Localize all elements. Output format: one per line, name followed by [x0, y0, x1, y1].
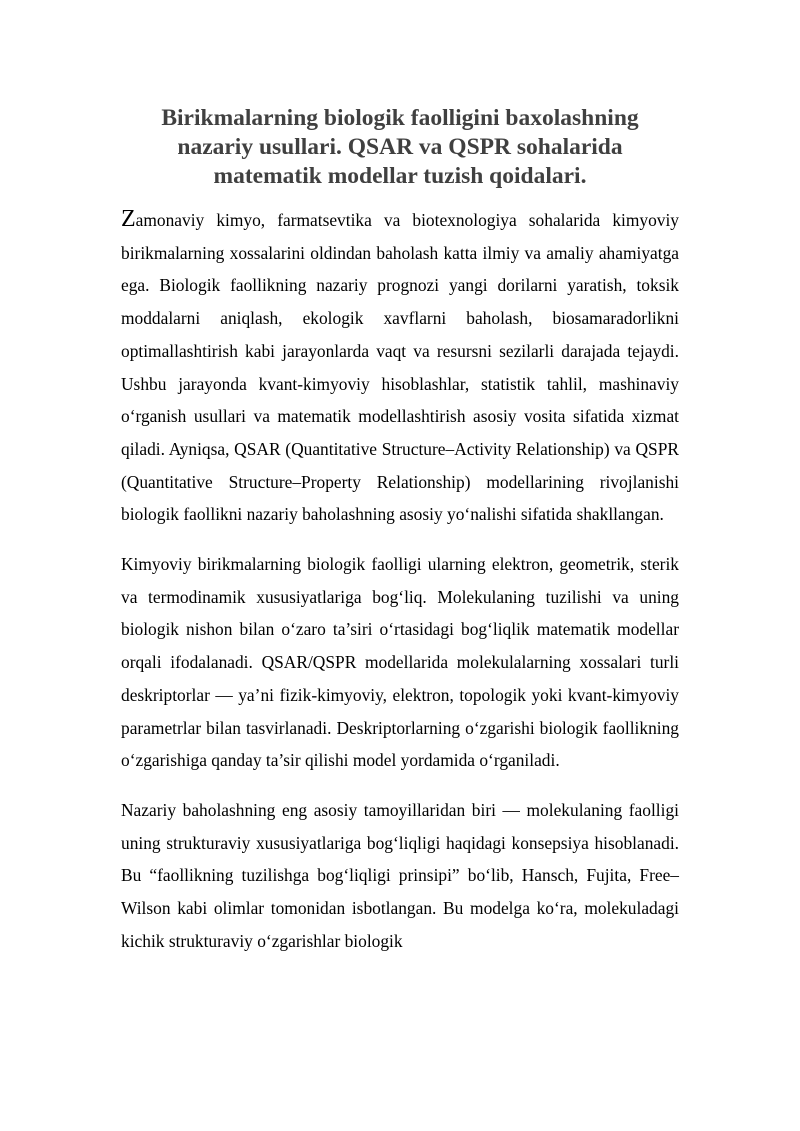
- document-title: Birikmalarning biologik faolligini baxolashning nazariy usullari. QSAR va QSPR sohalarida matematik modellar tuzish qoidalari.: [161, 105, 639, 189]
- paragraph-intro: [121, 204, 679, 531]
- document-page: [121, 104, 679, 957]
- paragraph-descriptors: Kimyoviy birikmalarning biologik faolligi ularning elektron, geometrik, sterik va termodinamik xususiyatlariga bog‘liq. Molekulaning tuzilishi va uning biologik nishon bilan o‘zaro ta’siri o‘rtasidagi bog‘liqlik matematik modellar orqali ifodalanadi. QSAR/QSPR modellarida molekulalarning xossalari turli deskriptorlar — ya’ni fizik-kimyoviy, elektron, topologik yoki kvant-kimyoviy parametrlar bilan tasvirlanadi. Deskriptorlarning o‘zgarishi biologik faollikning o‘zgarishiga qanday ta’sir qilishi model yordamida o‘rganiladi.: [121, 554, 679, 771]
- drop-cap-initial: Z: [121, 206, 136, 232]
- paragraph-intro-text: amonaviy kimyo, farmatsevtika va biotexnologiya sohalarida kimyoviy birikmalarning xossalarini oldindan baholash katta ilmiy va amaliy ahamiyatga ega. Biologik faollikning nazariy prognozi yangi dorilarni yaratish, toksik moddalarni aniqlash, ekologik xavflarni baholash, biosamaradorlikni optimallashtirish kabi jarayonlarda vaqt va resursni sezilarli darajada tejaydi. Ushbu jarayonda kvant-kimyoviy hisoblashlar, statistik tahlil, mashinaviy o‘rganish usullari va matematik modellashtirish asosiy vosita sifatida xizmat qiladi. Ayniqsa, QSAR (Quantitative Structure–Activity Relationship) va QSPR (Quantitative Structure–Property Relationship) modellarining rivojlanishi biologik faollikni nazariy baholashning asosiy yo‘nalishi sifatida shakllangan.: [121, 210, 679, 525]
- paragraph-principles: Nazariy baholashning eng asosiy tamoyillaridan biri — molekulaning faolligi uning strukturaviy xususiyatlariga bog‘liqligi haqidagi konsepsiya hisoblanadi. Bu “faollikning tuzilishga bog‘liqligi prinsipi” bo‘lib, Hansch, Fujita, Free–Wilson kabi olimlar tomonidan isbotlangan. Bu modelga ko‘ra, molekuladagi kichik strukturaviy o‘zgarishlar biologik: [121, 799, 679, 951]
